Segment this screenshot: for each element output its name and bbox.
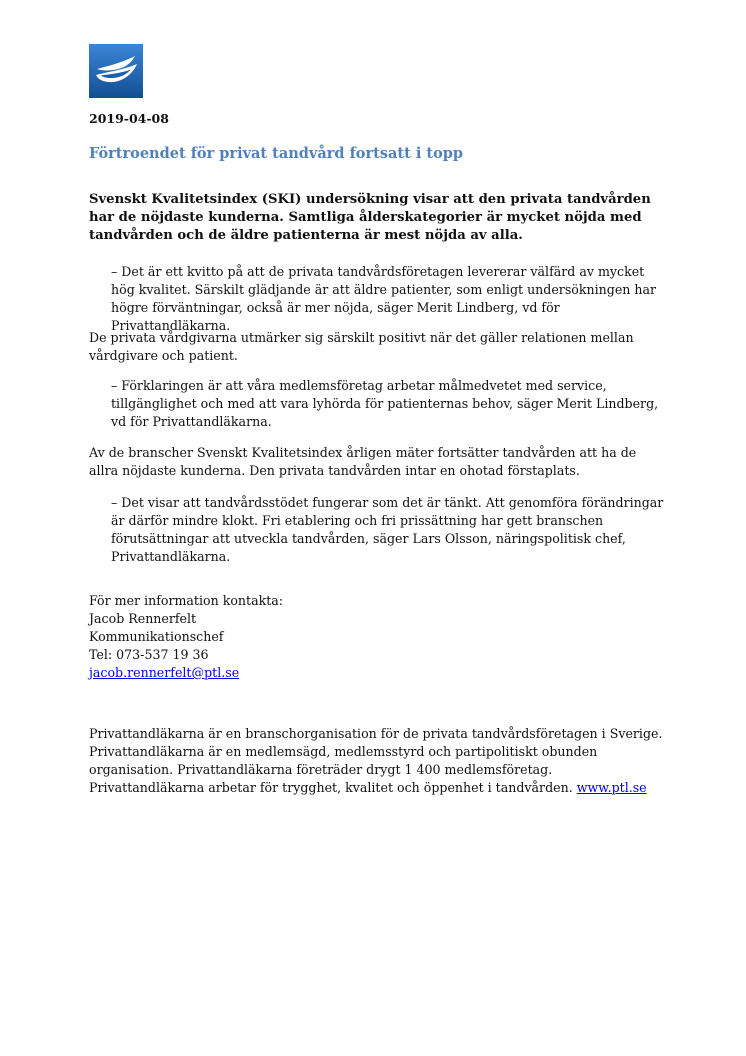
quote-paragraph: – Det visar att tandvårdsstödet fungerar som det är tänkt. Att genomföra förändringar är därför mindre klokt. Fri etablering och fri prissättning har gett branschen förutsättningar att utveckla tandvården, säger Lars Olsson, näringspolitisk chef, Privattandläkarna. [111,495,664,564]
contact-phone: Tel: 073-537 19 36 [89,647,209,662]
quote-paragraph: – Förklaringen är att våra medlemsföretag arbetar målmedvetet med service, tillgänglighet och med att vara lyhörda för patienternas behov, säger Merit Lindberg, vd för Privattandläkarna. [111,378,659,429]
about-paragraph [89,725,669,797]
quote-paragraph: – Det är ett kvitto på att de privata tandvårdsföretagen levererar välfärd av mycket hög kvalitet. Särskilt glädjande är att äldre patienter, som enligt undersökningen har högre förväntningar, också är mer nöjda, säger Merit Lindberg, vd för Privattandläkarna. [111,264,657,333]
page-title: Förtroendet för privat tandvård fortsatt i topp [89,145,464,162]
contact-name: Jacob Rennerfelt [89,611,197,626]
ptl-logo-icon [89,44,143,98]
contact-intro: För mer information kontakta: [89,593,284,608]
contact-role: Kommunikationschef [89,629,224,644]
website-link[interactable]: www.ptl.se [576,780,647,795]
release-date: 2019-04-08 [89,111,169,126]
lead-paragraph: Svenskt Kvalitetsindex (SKI) undersökning visar att den privata tandvården har de nöjdaste kunderna. Samtliga ålderskategorier är mycket nöjda med tandvården och de äldre patienterna är mest nöjda av alla. [89,192,651,243]
about-text: Privattandläkarna är en branschorganisation för de privata tandvårdsföretagen i Sverige. Privattandläkarna är en medlemsägd, medlemsstyrd och partipolitiskt obunden organisation. Privattandläkarna företräder drygt 1 400 medlemsföretag. Privattandläkarna arbetar för trygghet, kvalitet och öppenhet i tandvården. [89,726,663,795]
contact-block [89,592,283,682]
body-paragraph: De privata vårdgivarna utmärker sig särskilt positivt när det gäller relationen mellan vårdgivare och patient. [89,330,634,363]
contact-email-link[interactable]: jacob.rennerfelt@ptl.se [89,665,240,680]
body-paragraph: Av de branscher Svenskt Kvalitetsindex årligen mäter fortsätter tandvården att ha de allra nöjdaste kunderna. Den privata tandvården intar en ohotad förstaplats. [89,445,637,478]
